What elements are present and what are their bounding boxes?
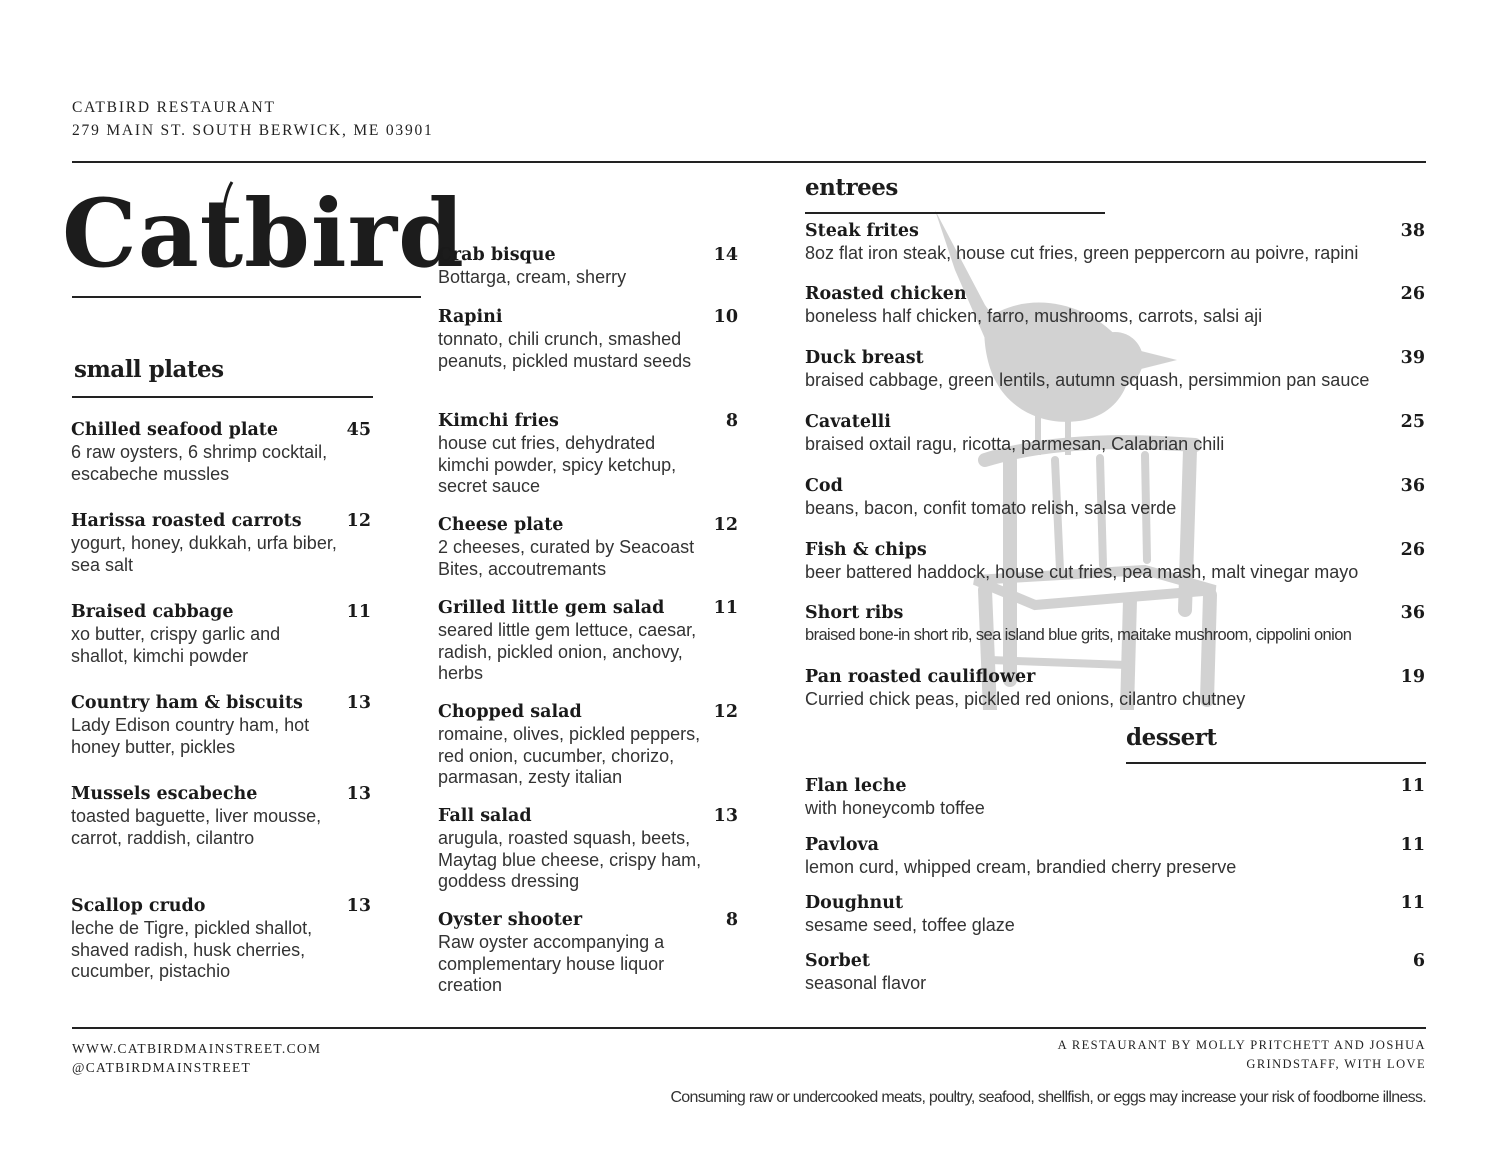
- menu-item: [71, 418, 371, 485]
- item-description: with honeycomb toffee: [805, 798, 985, 818]
- item-name: Fall salad: [438, 806, 532, 826]
- item-name: Steak frites: [805, 221, 919, 241]
- menu-item: [71, 600, 371, 667]
- small-plates-underline: [72, 396, 373, 398]
- item-description: beans, bacon, confit tomato relish, salsa verde: [805, 498, 1177, 518]
- logo-underline: [72, 296, 421, 298]
- item-name: Grilled little gem salad: [438, 598, 665, 618]
- header-divider: [72, 161, 1426, 163]
- menu-item: [438, 243, 738, 289]
- menu-item: [805, 833, 1425, 879]
- item-price: 13: [346, 784, 371, 804]
- entrees-underline: [805, 212, 1105, 214]
- item-name: Doughnut: [805, 893, 904, 913]
- item-name: Cod: [805, 476, 843, 496]
- restaurant-address: 279 MAIN ST. SOUTH BERWICK, ME 03901: [72, 122, 434, 139]
- menu-item: [71, 782, 371, 849]
- item-name: Harissa roasted carrots: [71, 511, 302, 531]
- item-price: 13: [346, 693, 371, 713]
- item-price: 45: [346, 420, 371, 440]
- menu-item: [438, 700, 738, 789]
- item-description: 2 cheeses, curated by Seacoast Bites, accoutremants: [438, 537, 695, 579]
- item-description: tonnato, chili crunch, smashed peanuts, pickled mustard seeds: [438, 329, 692, 371]
- item-name: Roasted chicken: [805, 284, 967, 304]
- item-description: sesame seed, toffee glaze: [805, 915, 1015, 935]
- item-price: 36: [1400, 476, 1425, 496]
- menu-item: [438, 596, 738, 685]
- item-name: Fish & chips: [805, 540, 927, 560]
- footer-credit: [1006, 1036, 1426, 1074]
- item-name: Pavlova: [805, 835, 880, 855]
- item-name: Rapini: [438, 307, 503, 327]
- catbird-logo: Catbird: [62, 179, 465, 289]
- item-description: house cut fries, dehydrated kimchi powder, spicy ketchup, secret sauce: [438, 433, 677, 496]
- item-price: 10: [713, 307, 738, 327]
- item-price: 25: [1400, 412, 1425, 432]
- item-name: Scallop crudo: [71, 896, 206, 916]
- menu-item: [438, 305, 738, 372]
- small-plates-title: small plates: [74, 356, 224, 383]
- menu-item: [71, 894, 371, 983]
- item-name: Chopped salad: [438, 702, 582, 722]
- item-description: seasonal flavor: [805, 973, 927, 993]
- item-name: Duck breast: [805, 348, 924, 368]
- item-description: toasted baguette, liver mousse, carrot, raddish, cilantro: [71, 806, 322, 848]
- menu-item: [805, 774, 1425, 820]
- item-description: seared little gem lettuce, caesar, radish, pickled onion, anchovy, herbs: [438, 620, 697, 683]
- item-description: Lady Edison country ham, hot honey butter, pickles: [71, 715, 310, 757]
- social-handle[interactable]: @CATBIRDMAINSTREET: [72, 1060, 252, 1075]
- item-description: braised oxtail ragu, ricotta, parmesan, Calabrian chili: [805, 434, 1225, 454]
- menu-item: [805, 410, 1425, 456]
- item-name: Oyster shooter: [438, 910, 583, 930]
- menu-item: [71, 691, 371, 758]
- item-description: boneless half chicken, farro, mushrooms, carrots, salsi aji: [805, 306, 1263, 326]
- item-description: leche de Tigre, pickled shallot, shaved radish, husk cherries, cucumber, pistachio: [71, 918, 313, 981]
- item-name: Chilled seafood plate: [71, 420, 279, 440]
- website-link[interactable]: WWW.CATBIRDMAINSTREET.COM: [72, 1041, 322, 1056]
- item-description: Bottarga, cream, sherry: [438, 267, 627, 287]
- dessert-title: dessert: [1126, 724, 1217, 751]
- credit-line-1: A RESTAURANT BY MOLLY PRITCHETT AND JOSHUA: [1057, 1038, 1426, 1052]
- item-description: arugula, roasted squash, beets, Maytag blue cheese, crispy ham, goddess dressing: [438, 828, 702, 891]
- item-price: 11: [1400, 893, 1425, 913]
- menu-item: [805, 949, 1425, 995]
- menu-item: [805, 282, 1425, 328]
- logo-feather-icon: [220, 180, 240, 210]
- entrees-title: entrees: [805, 174, 898, 201]
- item-price: 13: [713, 806, 738, 826]
- item-name: Country ham & biscuits: [71, 693, 303, 713]
- item-price: 8: [725, 411, 738, 431]
- item-name: Cavatelli: [805, 412, 891, 432]
- item-price: 13: [346, 896, 371, 916]
- menu-item: [805, 601, 1425, 647]
- menu-item: [805, 538, 1425, 584]
- item-description: braised cabbage, green lentils, autumn squash, persimmion pan sauce: [805, 370, 1370, 390]
- item-price: 6: [1412, 951, 1425, 971]
- menu-item: [438, 908, 738, 997]
- item-price: 19: [1400, 667, 1425, 687]
- item-description: Raw oyster accompanying a complementary house liquor creation: [438, 932, 665, 995]
- item-name: Cheese plate: [438, 515, 564, 535]
- menu-item: [438, 409, 738, 498]
- item-description: braised bone-in short rib, sea island blue grits, maitake mushroom, cippolini onion: [805, 626, 1352, 644]
- item-price: 12: [713, 702, 738, 722]
- footer-contact: [72, 1039, 321, 1077]
- item-name: Kimchi fries: [438, 411, 559, 431]
- item-price: 12: [713, 515, 738, 535]
- menu-item: [71, 509, 371, 576]
- item-price: 11: [346, 602, 371, 622]
- item-price: 36: [1400, 603, 1425, 623]
- item-price: 14: [713, 245, 738, 265]
- item-description: lemon curd, whipped cream, brandied cherry preserve: [805, 857, 1237, 877]
- menu-item: [805, 346, 1425, 392]
- restaurant-header: [72, 96, 434, 142]
- menu-item: [805, 474, 1425, 520]
- item-description: 6 raw oysters, 6 shrimp cocktail, escabeche mussles: [71, 442, 328, 484]
- item-description: yogurt, honey, dukkah, urfa biber, sea salt: [71, 533, 337, 575]
- item-price: 38: [1400, 221, 1425, 241]
- item-price: 11: [1400, 776, 1425, 796]
- item-price: 26: [1400, 540, 1425, 560]
- item-name: Braised cabbage: [71, 602, 234, 622]
- item-name: Flan leche: [805, 776, 907, 796]
- menu-item: [805, 219, 1425, 265]
- item-description: beer battered haddock, house cut fries, pea mash, malt vinegar mayo: [805, 562, 1359, 582]
- item-description: xo butter, crispy garlic and shallot, kimchi powder: [71, 624, 281, 666]
- item-name: Pan roasted cauliflower: [805, 667, 1036, 687]
- restaurant-name: CATBIRD RESTAURANT: [72, 99, 276, 116]
- menu-item: [805, 665, 1425, 711]
- item-price: 26: [1400, 284, 1425, 304]
- item-price: 11: [713, 598, 738, 618]
- item-price: 39: [1400, 348, 1425, 368]
- dessert-underline: [1126, 762, 1426, 764]
- menu-item: [438, 804, 738, 893]
- item-price: 8: [725, 910, 738, 930]
- footer-divider: [72, 1027, 1426, 1029]
- health-disclaimer: Consuming raw or undercooked meats, poultry, seafood, shellfish, or eggs may increase your risk of foodborne illness.: [670, 1089, 1426, 1106]
- item-name: Crab bisque: [438, 245, 556, 265]
- item-description: romaine, olives, pickled peppers, red onion, cucumber, chorizo, parmasan, zesty italian: [438, 724, 701, 787]
- item-description: 8oz flat iron steak, house cut fries, green peppercorn au poivre, rapini: [805, 243, 1359, 263]
- item-name: Short ribs: [805, 603, 904, 623]
- credit-line-2: GRINDSTAFF, WITH LOVE: [1246, 1057, 1426, 1071]
- item-price: 12: [346, 511, 371, 531]
- item-price: 11: [1400, 835, 1425, 855]
- menu-item: [438, 513, 738, 580]
- item-name: Sorbet: [805, 951, 870, 971]
- item-description: Curried chick peas, pickled red onions, cilantro chutney: [805, 689, 1246, 709]
- menu-item: [805, 891, 1425, 937]
- item-name: Mussels escabeche: [71, 784, 258, 804]
